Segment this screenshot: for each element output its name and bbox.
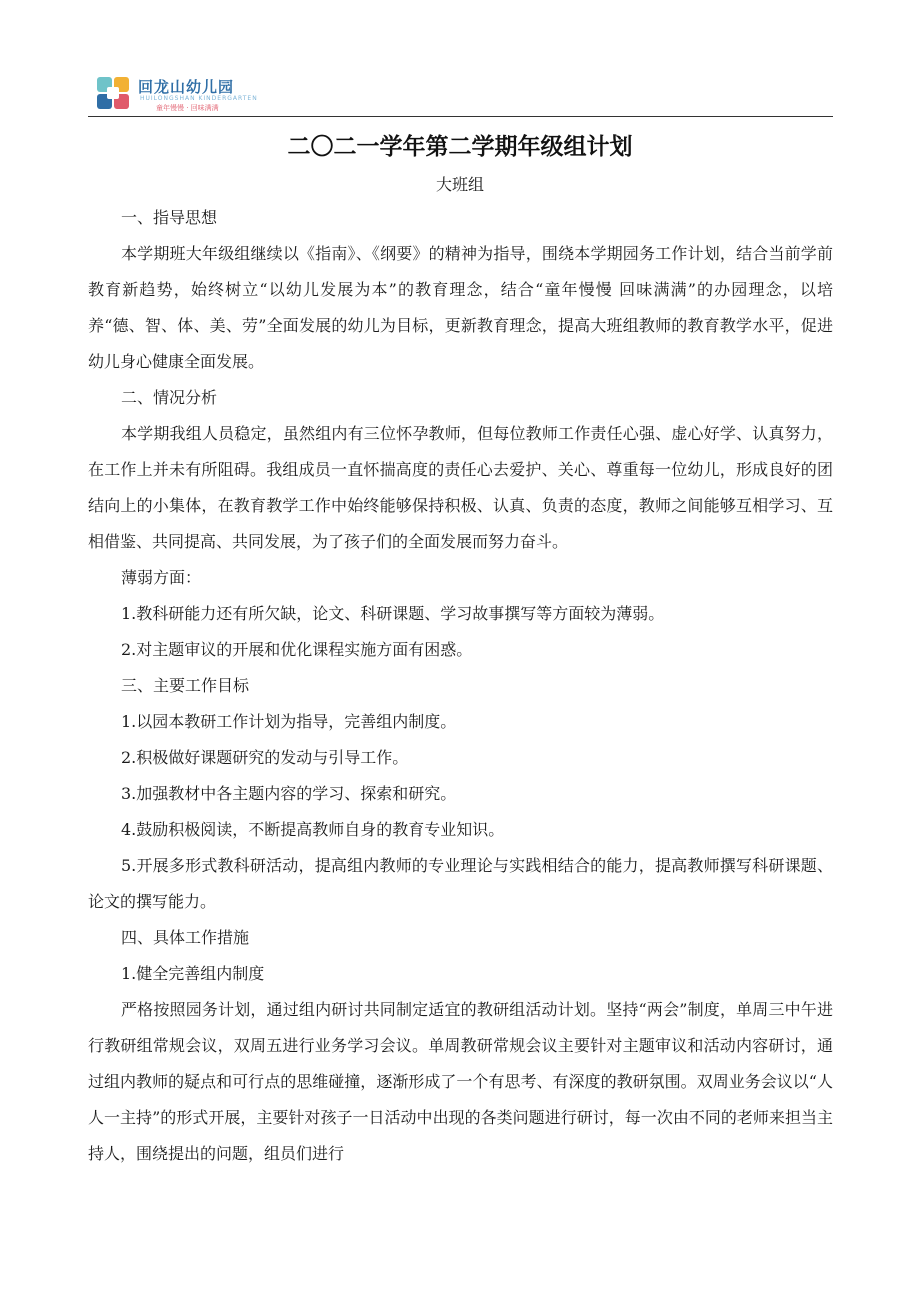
section-heading-measures: 四、具体工作措施	[121, 928, 250, 947]
paragraph-guiding: 本学期班大年级组继续以《指南》、《纲要》的精神为指导，围绕本学期园务工作计划，结合当前学前教育新趋势，始终树立“以幼儿发展为本”的教育理念，结合“童年慢慢 回味满满”的办园理念，以培养“德、智、体、美、劳”全面发展的幼儿为目标，更新教育理念，提高大班组教师的教育教学水平，促进幼儿身心健康全面发展。	[88, 244, 833, 371]
subheading-system: 1.健全完善组内制度	[121, 964, 265, 983]
document-subtitle: 大班组	[435, 175, 484, 194]
kindergarten-logo-icon	[96, 76, 130, 110]
section-heading-guiding: 一、指导思想	[121, 208, 218, 227]
list-item: 4.鼓励积极阅读，不断提高教师自身的教育专业知识。	[121, 820, 505, 839]
list-item: 1.以园本教研工作计划为指导，完善组内制度。	[121, 712, 457, 731]
list-item: 1.教科研能力还有所欠缺，论文、科研课题、学习故事撰写等方面较为薄弱。	[121, 604, 665, 623]
header-divider	[88, 116, 833, 117]
logo-motto: 童年慢慢 · 回味满满	[156, 104, 219, 112]
paragraph-system: 严格按照园务计划，通过组内研讨共同制定适宜的教研组活动计划。坚持“两会”制度，单周三中午进行教研组常规会议，双周五进行业务学习会议。单周教研常规会议主要针对主题审议和活动内容研讨，通过组内教师的疑点和可行点的思维碰撞，逐渐形成了一个有思考、有深度的教研氛围。双周业务会议以“人人一主持”的形式开展，主要针对孩子一日活动中出现的各类问题进行研讨，每一次由不同的老师来担当主持人，围绕提出的问题，组员们进行	[88, 1000, 833, 1163]
section-heading-analysis: 二、情况分析	[121, 388, 218, 407]
list-item: 5.开展多形式教科研活动，提高组内教师的专业理论与实践相结合的能力，提高教师撰写科研课题、论文的撰写能力。	[88, 856, 833, 911]
list-item: 2.对主题审议的开展和优化课程实施方面有困惑。	[121, 640, 473, 659]
list-item: 2.积极做好课题研究的发动与引导工作。	[121, 748, 409, 767]
list-item: 3.加强教材中各主题内容的学习、探索和研究。	[121, 784, 457, 803]
subheading-weaknesses: 薄弱方面：	[121, 568, 202, 587]
section-heading-goals: 三、主要工作目标	[121, 676, 250, 695]
document-body	[88, 200, 833, 1172]
logo-subtitle: HUILONGSHAN KINDERGARTEN	[140, 95, 258, 102]
page-header	[88, 70, 833, 116]
logo-name: 回龙山幼儿园	[138, 78, 235, 96]
paragraph-analysis: 本学期我组人员稳定，虽然组内有三位怀孕教师，但每位教师工作责任心强、虚心好学、认真努力，在工作上并未有所阻碍。我组成员一直怀揣高度的责任心去爱护、关心、尊重每一位幼儿，形成良好的团结向上的小集体，在教育教学工作中始终能够保持积极、认真、负责的态度，教师之间能够互相学习、互相借鉴、共同提高、共同发展，为了孩子们的全面发展而努力奋斗。	[88, 424, 833, 551]
document-title: 二〇二一学年第二学期年级组计划	[287, 134, 633, 160]
